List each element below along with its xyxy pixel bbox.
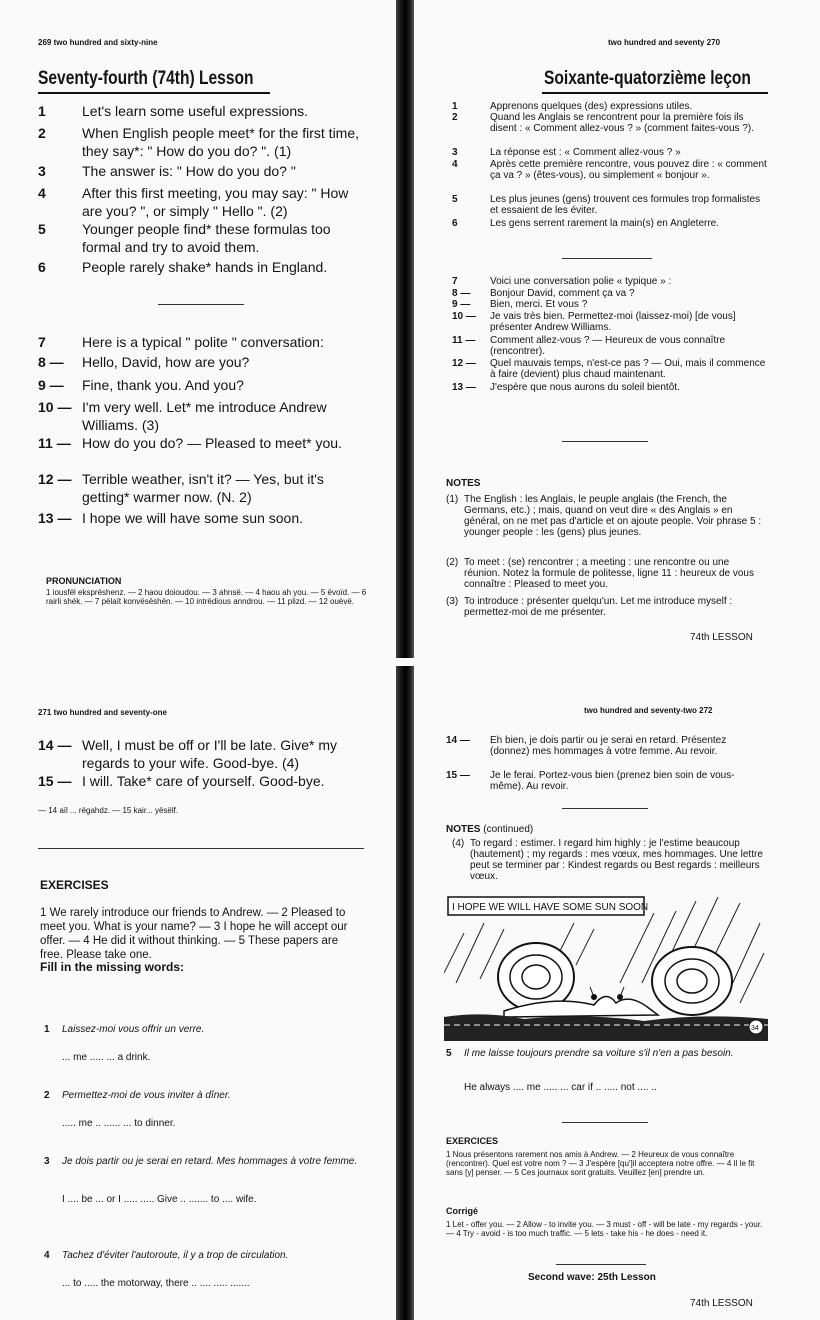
second-wave: Second wave: 25th Lesson <box>528 1272 656 1283</box>
sentence-8: 8 — Hello, David, how are you? <box>38 354 250 370</box>
fill-answer-4: ... to ..... the motorway, there .. .... ..... ....... <box>62 1278 250 1289</box>
page-footer: 74th LESSON <box>690 632 753 643</box>
separator <box>562 1122 648 1123</box>
sentence-4: 4 After this first meeting, you may say: " How are you? ", or simply " Hello ". (2) <box>38 185 349 219</box>
pronunciation-text-2: — 14 aïl ... rëgahdz. — 15 kair... yësëlf. <box>38 806 179 815</box>
fr-sentence-9: 9 — Bien, merci. Et vous ? <box>452 299 588 310</box>
separator <box>556 1264 646 1265</box>
fr-sentence-13: 13 — J'espère que nous aurons du soleil bientôt. <box>452 382 680 393</box>
separator <box>562 808 648 809</box>
page-footer: 74th LESSON <box>690 1298 753 1309</box>
fr-sentence-5: 5 Les plus jeunes (gens) trouvent ces formules trop formalistes et essaient de les éviter. <box>452 194 761 216</box>
sentence-7: 7 Here is a typical " polite " conversation: <box>38 334 324 350</box>
fill-question-4: 4 Tachez d'éviter l'autoroute, il y a trop de circulation. <box>44 1250 289 1261</box>
exercises-title: EXERCISES <box>40 878 109 892</box>
page-header-272: two hundred and seventy-two 272 <box>584 706 713 715</box>
sentence-14: 14 — Well, I must be off or I'll be late. Give* my regards to your wife. Good-bye. (4) <box>38 737 338 771</box>
fill-question-3: 3 Je dois partir ou je serai en retard. Mes hommages à votre femme. <box>44 1156 358 1167</box>
fill-answer-1: ... me ..... ... a drink. <box>62 1052 151 1063</box>
fill-question-1: 1 Laissez-moi vous offrir un verre. <box>44 1024 205 1035</box>
fr-sentence-11: 11 — Comment allez-vous ? — Heureux de vous connaître (rencontrer). <box>452 335 726 357</box>
separator <box>158 304 244 305</box>
page-header-269: 269 two hundred and sixty-nine <box>38 38 158 47</box>
exercices-title: EXERCICES <box>446 1136 499 1146</box>
sentence-3: 3 The answer is: " How do you do? " <box>38 163 296 179</box>
sentence-9: 9 — Fine, thank you. And you? <box>38 377 244 393</box>
lesson-title-fr: Soixante-quatorzième leçon <box>544 68 751 89</box>
notes-title: NOTES <box>446 478 481 489</box>
title-underline <box>38 92 270 94</box>
fr-sentence-2: 2 Quand les Anglais se rencontrent pour la première fois ils disent : « Comment allez-vous ? » (comment faites-vous ?). <box>452 112 754 134</box>
separator <box>562 441 648 442</box>
fr-sentence-12: 12 — Quel mauvais temps, n'est-ce pas ? — Oui, mais il commence à faire (devient) plus chaud maintenant. <box>452 358 766 380</box>
sentence-2: 2 When English people meet* for the first time, they say*: " How do you do? ". (1) <box>38 125 360 159</box>
note-4: (4) To regard : estimer. I regard him highly : je l'estime beaucoup (hautement) ; my regards : mes vœux, mes hommages. Une lettre peut se terminer par : Kindest regards ou Best regards : meilleurs vœux. <box>452 838 763 882</box>
artist-signature: 34 <box>751 1025 759 1032</box>
fill-in-title: Fill in the missing words: <box>40 960 185 974</box>
fill-answer-3: I .... be ... or I ..... ..... Give .. ....... to .... wife. <box>62 1194 257 1205</box>
note-1: (1) The English : les Anglais, le peuple anglais (the French, the Germans, etc.) ; mais, quand on veut dire « des Anglais » en général, on ne met pas d'article et on ajoute people. Voir phrase 5 : younger people : les (gens) plus jeunes. <box>446 494 762 538</box>
page-header-270: two hundred and seventy 270 <box>608 38 721 47</box>
sentence-12: 12 — Terrible weather, isn't it? — Yes, but it's getting* warmer now. (N. 2) <box>38 471 324 505</box>
sentence-6: 6 People rarely shake* hands in England. <box>38 259 328 275</box>
sentence-15: 15 — I will. Take* care of yourself. Good-bye. <box>38 773 325 789</box>
fill-question-5: 5 Il me laisse toujours prendre sa voiture s'il n'en a pas besoin. <box>446 1048 734 1059</box>
fr-sentence-4: 4 Après cette première rencontre, vous pouvez dire : « comment ça va ? » (êtes-vous), ou simplement « bonjour ». <box>452 159 767 181</box>
fill-question-2: 2 Permettez-moi de vous inviter à dîner. <box>44 1090 231 1101</box>
fr-sentence-7: 7 Voici une conversation polie « typique » : <box>452 276 672 287</box>
cartoon-caption: I HOPE WE WILL HAVE SOME SUN SOON <box>452 902 649 913</box>
sentence-13: 13 — I hope we will have some sun soon. <box>38 510 304 526</box>
pronunciation-title: PRONUNCIATION <box>46 576 122 586</box>
cartoon-illustration <box>444 893 768 1041</box>
fr-sentence-6: 6 Les gens serrent rarement la main(s) en Angleterre. <box>452 218 719 229</box>
fr-sentence-14: 14 — Eh bien, je dois partir ou je serai en retard. Présentez (donnez) mes hommages à votre femme. Au revoir. <box>446 735 727 757</box>
pronunciation-text: 1 iousfël eksprëshenz. — 2 haou doioudou. — 3 ahnsë. — 4 haou ah you. — 5 ëvoïd. — 6 rairli shék. — 7 pëlaït konvësëshën. — 10 intrëdious anndrou. — 11 plizd. — 12 ouèvë. <box>46 588 367 606</box>
exercices-text: 1 Nous présentons rarement nos amis à Andrew. — 2 Heureux de vous connaître (rencontrer). Quel est votre nom ? — 3 J'espère [qu']il acceptera notre offre. — 4 Il le fit sans [y] penser. — 5 Ces journaux sont gratuits. Veuillez [en] prendre un. <box>446 1150 755 1177</box>
fr-sentence-1: 1 Apprenons quelques (des) expressions utiles. <box>452 101 693 112</box>
exercises-text: 1 We rarely introduce our friends to Andrew. — 2 Pleased to meet you. What is your name? — 3 I hope he will accept our offer. — 4 He did it without thinking. — 5 These papers are free. Please take one. <box>40 907 348 961</box>
fr-sentence-3: 3 La réponse est : « Comment allez-vous ? » <box>452 147 681 158</box>
sentence-1: 1 Let's learn some useful expressions. <box>38 103 309 119</box>
separator <box>38 848 364 849</box>
title-underline <box>542 92 768 94</box>
page-gap <box>396 658 414 666</box>
corrige-title: Corrigé <box>446 1206 479 1216</box>
fr-sentence-10: 10 — Je vais très bien. Permettez-moi (laissez-moi) [de vous] présenter Andrew Williams. <box>452 311 736 333</box>
notes-continued-title: NOTES (continued) <box>446 824 534 835</box>
sentence-5: 5 Younger people find* these formulas too formal and try to avoid them. <box>38 221 331 255</box>
fr-sentence-8: 8 — Bonjour David, comment ça va ? <box>452 288 635 299</box>
fr-sentence-15: 15 — Je le ferai. Portez-vous bien (prenez bien soin de vous-même). Au revoir. <box>446 770 735 792</box>
lesson-title-en: Seventy-fourth (74th) Lesson <box>38 68 254 89</box>
fill-answer-2: ..... me .. ...... ... to dinner. <box>62 1118 176 1129</box>
separator <box>562 258 652 259</box>
note-3: (3) To introduce : présenter quelqu'un. Let me introduce myself : permettez-moi de me présenter. <box>446 596 733 618</box>
sentence-11: 11 — How do you do? — Pleased to meet* you. <box>38 435 342 451</box>
page-header-271: 271 two hundred and seventy-one <box>38 708 167 717</box>
sentence-10: 10 — I'm very well. Let* me introduce Andrew Williams. (3) <box>38 399 327 433</box>
fill-answer-5: He always .... me ..... ... car if .. ..... not .... .. <box>464 1082 657 1093</box>
corrige-text: 1 Let - offer you. — 2 Allow - to invite you. — 3 must - off - will be late - my regards - your. — 4 Try - avoid - is too much traffic. — 5 lets - take his - he does - need it. <box>446 1220 763 1238</box>
note-2: (2) To meet : (se) rencontrer ; a meeting : une rencontre ou une réunion. Notez la formule de politesse, ligne 11 : heureux de vous connaître : Pleased to meet you. <box>446 557 754 590</box>
